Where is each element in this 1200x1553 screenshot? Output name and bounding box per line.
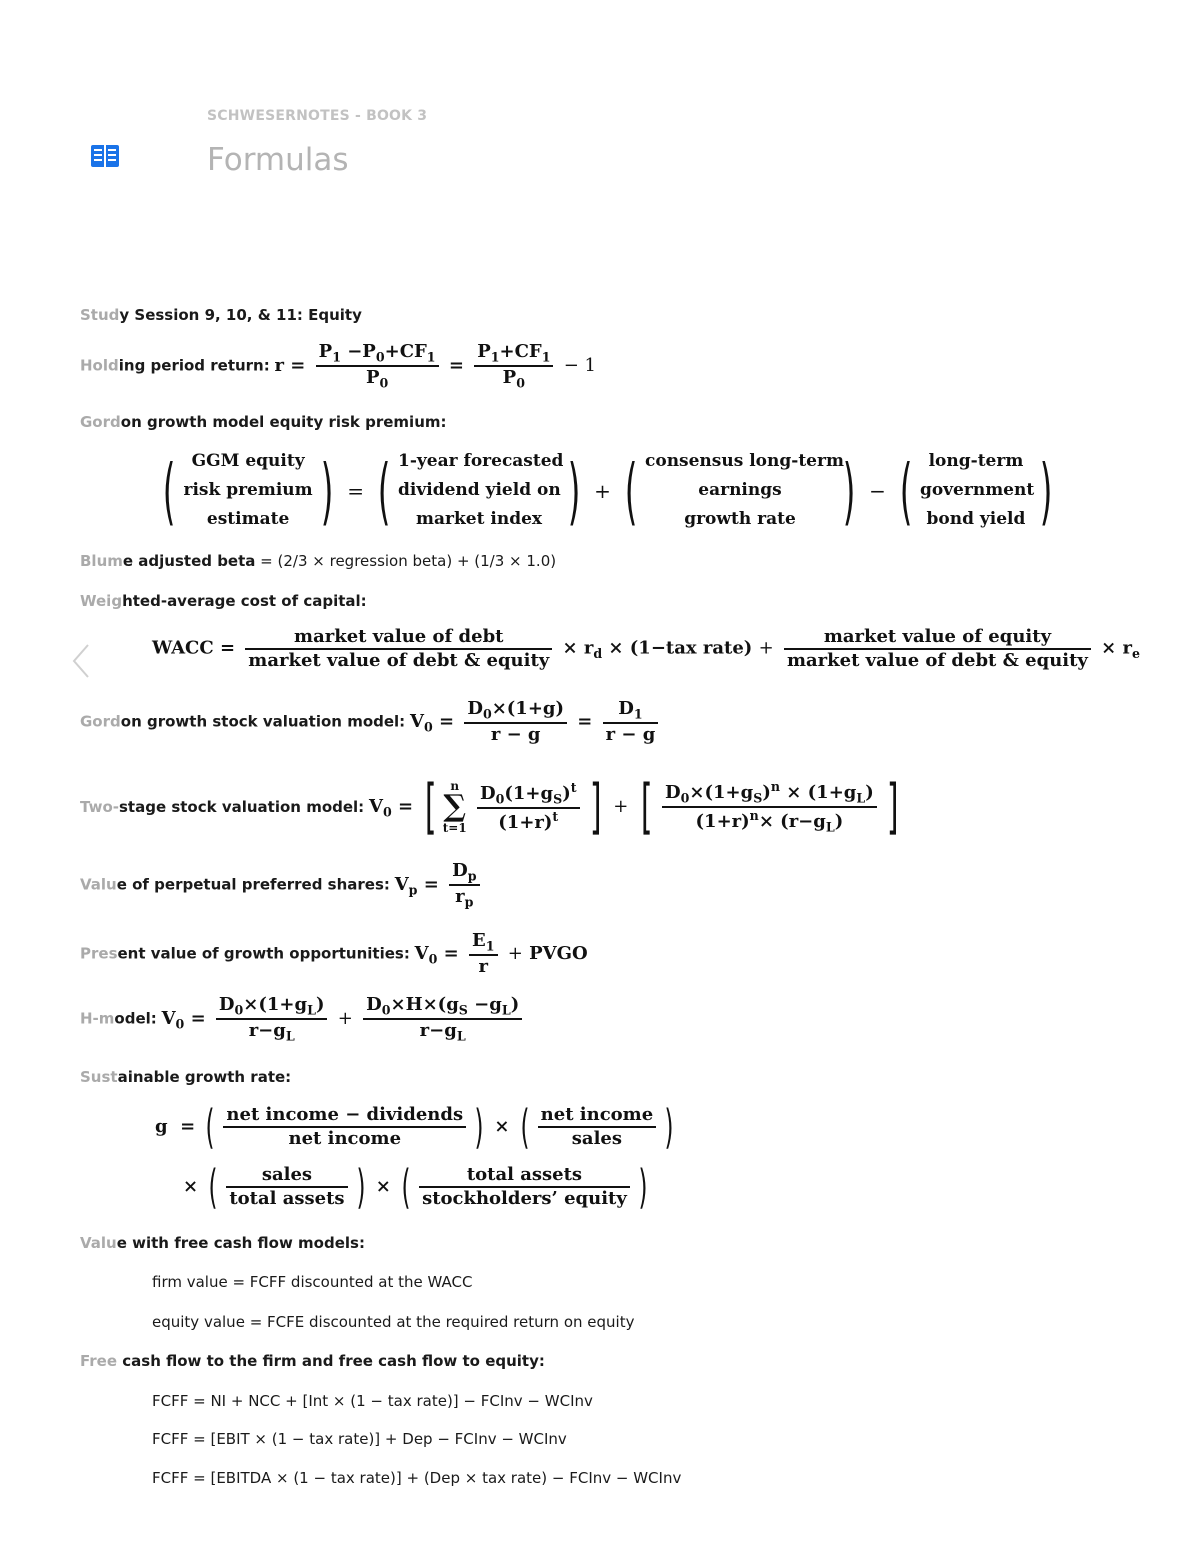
ggm-erp-formula: ( GGM equity risk premium estimate ) = ( 1-year forecasted dividend yield on market index ) + ( consensus long-term earnings growth rate ) − ( long-term government bond yield ) bbox=[162, 448, 1053, 533]
two-stage-model: Two-stage stock valuation model: $V_0$ = [ n ∑ t=1 $\frac{D_0(1+g_S)^t}{(1+r)^t}$ ] + [ $\frac{D_0\times(1+g_S)^n \times (1+g_L)}{(1+r)^n\times (r-g_L)}$ ] bbox=[80, 772, 899, 842]
page-title: Formulas bbox=[207, 142, 349, 178]
ggm-erp-label: Gordon growth model equity risk premium: bbox=[80, 413, 447, 431]
pvgo: Present value of growth opportunities: $V_0$ = $\frac{E_1}{r}$ + PVGO bbox=[80, 930, 588, 977]
wacc-formula: WACC = $\frac{\text{market value of debt}}{\text{market value of debt \& equity}}$ × $r_d \times (1-tax$ rate) + $\frac{\text{market value of equity}}{\text{market value of debt \& equity}}$ × $r_e$ bbox=[152, 626, 1141, 671]
chevron-left-icon[interactable] bbox=[68, 641, 92, 681]
fcff-formula-ebit: FCFF = [EBIT × (1 − tax rate)] + Dep − FCInv − WCInv bbox=[152, 1430, 567, 1448]
fcff-label: Free cash flow to the firm and free cash flow to equity: bbox=[80, 1352, 545, 1370]
h-model: H-model: $V_0$ = $\frac{D_0\times(1+g_L)}{r-g_L}$ + $\frac{D_0\times H\times(g_S -g_L)}{r-g_L}$ bbox=[80, 994, 526, 1043]
blume-beta: Blume adjusted beta = (2/3 × regression beta) + (1/3 × 1.0) bbox=[80, 552, 557, 570]
fcff-formula-ebitda: FCFF = [EBITDA × (1 − tax rate)] + (Dep × tax rate) − FCInv − WCInv bbox=[152, 1469, 682, 1487]
fcf-models-label: Value with free cash flow models: bbox=[80, 1234, 365, 1252]
fcff-formula-ni: FCFF = NI + NCC + [Int × (1 − tax rate)] − FCInv − WCInv bbox=[152, 1392, 593, 1410]
perpetual-preferred: Value of perpetual preferred shares: $V_p$ = $\frac{D_p}{r_p}$ bbox=[80, 860, 484, 909]
equity-value-line: equity value = FCFE discounted at the required return on equity bbox=[152, 1313, 635, 1331]
book-icon[interactable] bbox=[89, 143, 121, 169]
sgr-formula-line1: g = ( $\frac{\text{net income − dividends}}{\text{net income}}$ ) × ( $\frac{\text{net income}}{\text{sales}}$ ) bbox=[155, 1100, 674, 1154]
book-label: SCHWESERNOTES - BOOK 3 bbox=[207, 108, 428, 124]
section-heading: Study Session 9, 10, & 11: Equity bbox=[80, 306, 362, 324]
wacc-label: Weighted-average cost of capital: bbox=[80, 592, 367, 610]
hpr-formula: Holding period return: r = $\frac{P_1 -P_0+CF_1}{P_0}$ = $\frac{P_1+CF_1}{P_0}$ − 1 bbox=[80, 341, 596, 391]
sgr-label: Sustainable growth rate: bbox=[80, 1068, 292, 1086]
gordon-valuation: Gordon growth stock valuation model: $V_0$ = $\frac{D_0\times(1+g)}{r - g}$ = $\frac{D_1}{r - g}$ bbox=[80, 698, 662, 745]
firm-value-line: firm value = FCFF discounted at the WACC bbox=[152, 1273, 473, 1291]
sgr-formula-line2: × ( $\frac{\text{sales}}{\text{total assets}}$ ) × ( $\frac{\text{total assets}}{\text{stockholders’ equity}}$ ) bbox=[183, 1160, 648, 1214]
